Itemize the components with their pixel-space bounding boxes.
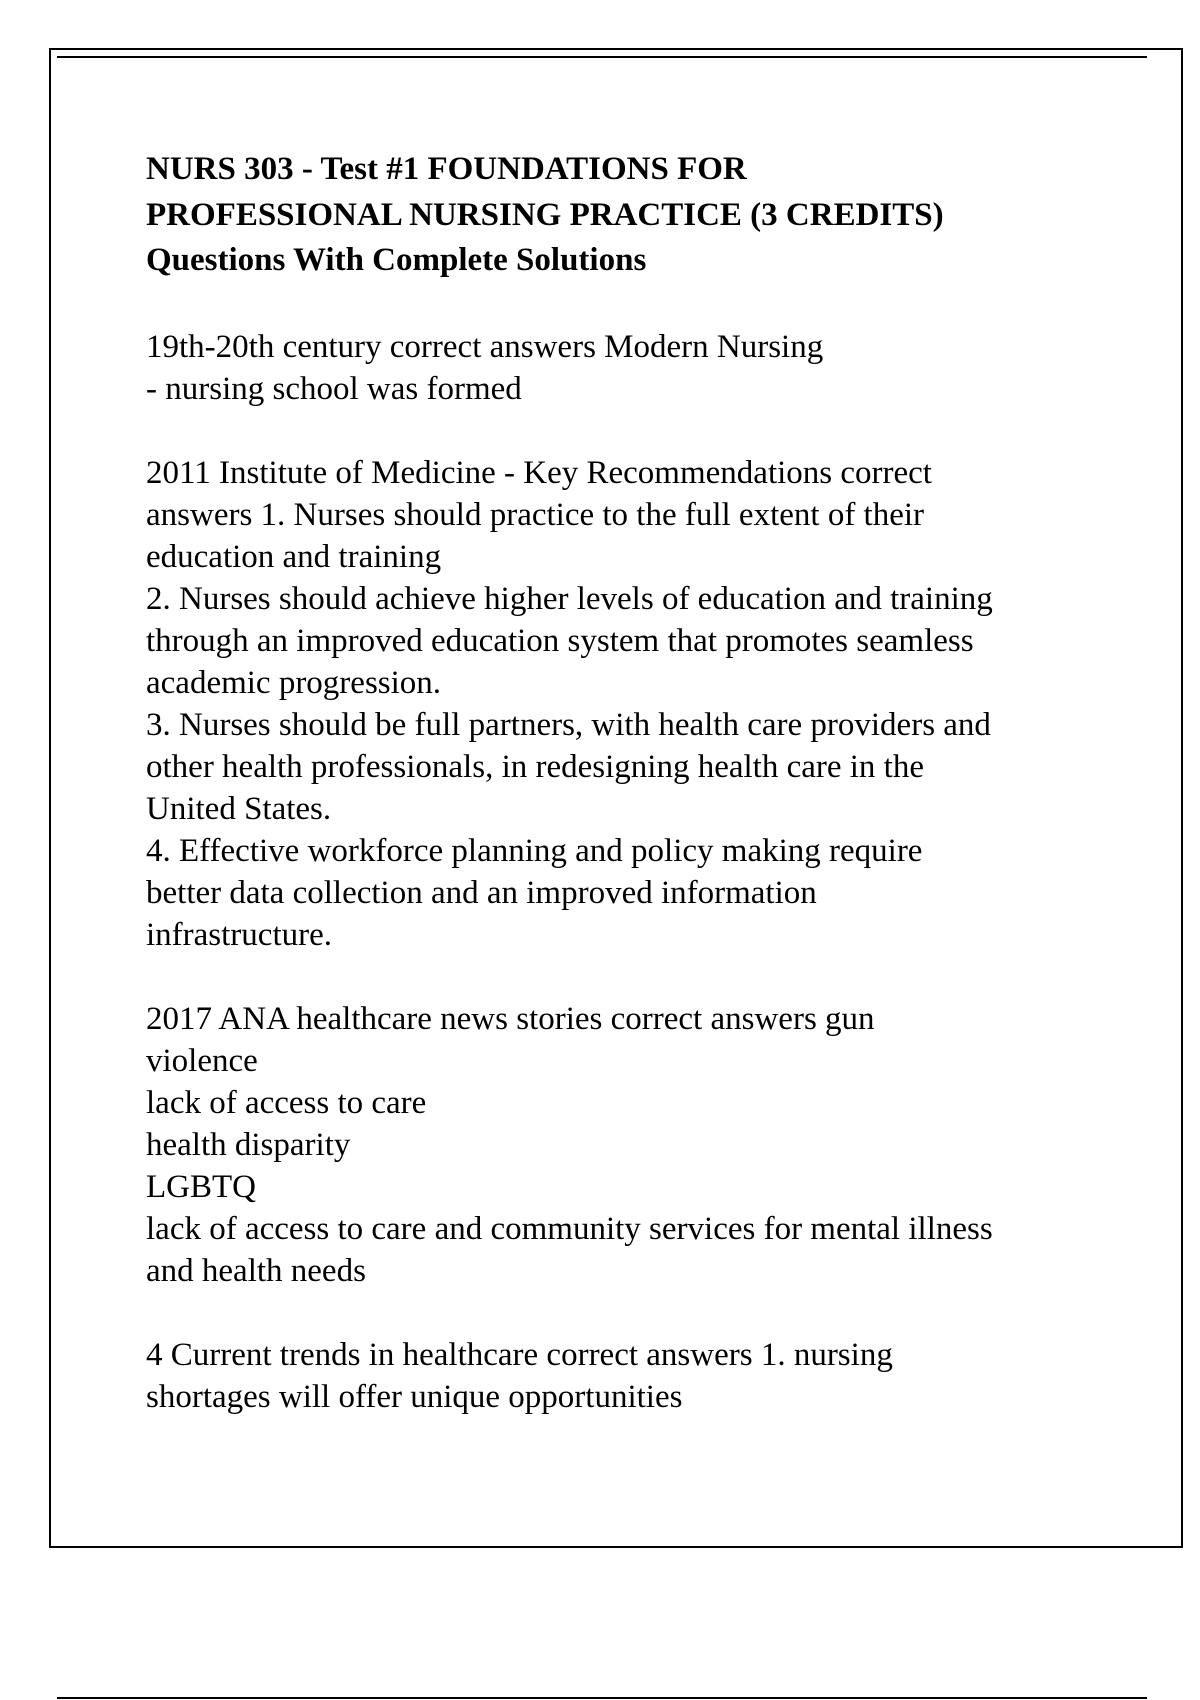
text-line: 2. Nurses should achieve higher levels of education and training bbox=[146, 580, 993, 617]
title-line: Questions With Complete Solutions bbox=[146, 242, 647, 278]
text-line: other health professionals, in redesigning health care in the bbox=[146, 748, 924, 785]
qa-item-ana-news-stories bbox=[146, 998, 1106, 1292]
question-answer-list bbox=[146, 326, 1106, 1418]
title-line: NURS 303 - Test #1 FOUNDATIONS FOR bbox=[146, 151, 747, 187]
text-line: academic progression. bbox=[146, 664, 442, 701]
document-content bbox=[146, 147, 1106, 1418]
text-line: LGBTQ bbox=[146, 1168, 256, 1205]
bottom-rule bbox=[57, 1697, 1147, 1699]
text-line: - nursing school was formed bbox=[146, 370, 522, 407]
qa-item-iom-recommendations bbox=[146, 452, 1106, 956]
top-rule bbox=[57, 56, 1147, 58]
text-line: better data collection and an improved information bbox=[146, 874, 817, 911]
text-line: 4 Current trends in healthcare correct answers 1. nursing bbox=[146, 1336, 893, 1373]
text-line: 2011 Institute of Medicine - Key Recommendations correct bbox=[146, 454, 932, 491]
text-line: education and training bbox=[146, 538, 442, 575]
title-line: PROFESSIONAL NURSING PRACTICE (3 CREDITS) bbox=[146, 196, 944, 233]
text-line: 4. Effective workforce planning and policy making require bbox=[146, 832, 923, 869]
document-title bbox=[146, 147, 1106, 284]
text-line: 19th-20th century correct answers Modern Nursing bbox=[146, 328, 824, 365]
text-line: lack of access to care bbox=[146, 1084, 427, 1121]
text-line: United States. bbox=[146, 790, 332, 827]
qa-item-modern-nursing bbox=[146, 326, 1106, 410]
text-line: infrastructure. bbox=[146, 916, 332, 953]
text-line: health disparity bbox=[146, 1126, 351, 1163]
text-line: and health needs bbox=[146, 1252, 366, 1289]
text-line: 2017 ANA healthcare news stories correct answers gun bbox=[146, 1000, 875, 1037]
text-line: through an improved education system that promotes seamless bbox=[146, 622, 974, 659]
qa-item-current-trends bbox=[146, 1334, 1106, 1418]
text-line: shortages will offer unique opportunities bbox=[146, 1378, 683, 1415]
text-line: violence bbox=[146, 1042, 258, 1079]
text-line: 3. Nurses should be full partners, with health care providers and bbox=[146, 706, 991, 743]
text-line: lack of access to care and community services for mental illness bbox=[146, 1210, 993, 1247]
text-line: answers 1. Nurses should practice to the full extent of their bbox=[146, 496, 925, 533]
